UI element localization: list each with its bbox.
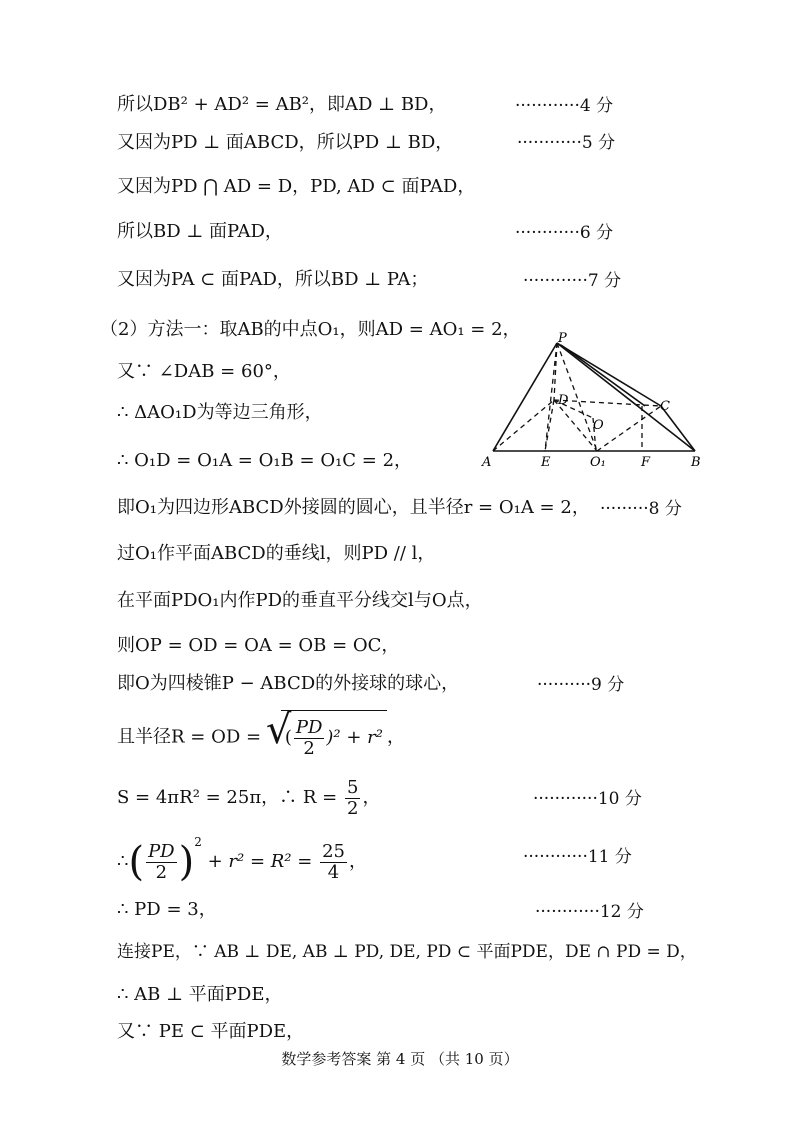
label-P: P — [558, 331, 567, 346]
label-D: D — [558, 393, 569, 408]
square-sup: 2 — [194, 835, 202, 849]
pd-over-2 — [294, 718, 325, 759]
score-9: ··········9 分 — [537, 675, 625, 695]
frac-num-5: 5 — [346, 776, 359, 798]
label-E: E — [541, 455, 551, 470]
frac-den: 2 — [303, 737, 315, 759]
eq-comma: ， — [348, 851, 367, 872]
line-21: 又∵ PE ⊂ 平面PDE， — [117, 1021, 305, 1042]
line-6: （2）方法一：取AB的中点O₁，则AD = AO₁ = 2， — [100, 319, 521, 340]
sqrt-expression — [281, 710, 387, 765]
five-halves — [345, 778, 360, 819]
score-8: ·········8 分 — [600, 499, 682, 519]
label-A: A — [482, 455, 492, 470]
line-5: 又因为PA ⊂ 面PAD，所以BD ⊥ PA； — [117, 269, 429, 290]
score-12: ············12 分 — [535, 902, 644, 922]
line-13: 则OP = OD = OA = OB = OC， — [117, 635, 400, 656]
frac-den-4: 4 — [327, 861, 340, 883]
score-6: ············6 分 — [515, 223, 614, 243]
score-11: ············11 分 — [523, 847, 632, 867]
line-7: 又∵ ∠DAB = 60°， — [117, 361, 291, 382]
radius-comma: ， — [386, 726, 405, 748]
radius-prefix: 且半径R = OD = — [117, 726, 262, 748]
area-comma: ， — [362, 787, 381, 808]
frac-num: PD — [295, 716, 323, 738]
therefore-sign: ∴ — [117, 851, 129, 872]
frac-den-2: 2 — [346, 797, 359, 819]
line-19: 连接PE，∵ AB ⊥ DE, AB ⊥ PD, DE, PD ⊂ 平面PDE，DE ∩ PD = D， — [117, 942, 697, 962]
line-11: 过O₁作平面ABCD的垂线l，则PD // l， — [117, 543, 436, 564]
line-1: 所以DB² + AD² = AB²，即AD ⊥ BD， — [117, 94, 447, 115]
line-8: ∴ ΔAO₁D为等边三角形， — [117, 402, 323, 423]
line-14: 即O为四棱锥P − ABCD的外接球的球心， — [117, 673, 460, 694]
page-footer: 数学参考答案 第 4 页 （共 10 页） — [281, 1050, 519, 1068]
pyramid-figure — [475, 330, 715, 475]
line-17: ∴( $\frac{PD}{2}$ )$^2$ + r² = R² = $\frac{25}{4}$ ， — [117, 835, 367, 885]
twenty-five-fourths — [320, 842, 347, 883]
label-B: B — [691, 455, 701, 470]
line-3: 又因为PD ⋂ AD = D，PD, AD ⊂ 面PAD， — [117, 176, 476, 197]
label-C: C — [660, 399, 670, 414]
line-18: ∴ PD = 3， — [117, 899, 217, 920]
line-9: ∴ O₁D = O₁A = O₁B = O₁C = 2， — [117, 450, 413, 471]
sq-tail: )² + r² — [326, 727, 383, 748]
frac-num-pd: PD — [148, 840, 175, 862]
frac-den-two: 2 — [155, 861, 168, 883]
line-10: 即O₁为四边形ABCD外接圆的圆心，且半径r = O₁A = 2， — [117, 497, 590, 518]
area-prefix: S = 4πR² = 25π，∴ R = — [117, 787, 338, 808]
score-10: ············10 分 — [533, 789, 642, 809]
score-5: ············5 分 — [517, 133, 616, 153]
score-4: ············4 分 — [515, 96, 614, 116]
score-7: ············7 分 — [523, 271, 622, 291]
line-15 — [117, 710, 405, 765]
sum-text: + r² = R² = — [207, 851, 313, 872]
line-4: 所以BD ⊥ 面PAD， — [117, 221, 283, 242]
sq-open: ( — [284, 727, 292, 748]
line-20: ∴ AB ⊥ 平面PDE， — [117, 984, 283, 1005]
pd-half — [146, 842, 177, 883]
label-O1: O₁ — [590, 455, 606, 470]
label-O: O — [593, 418, 604, 433]
label-F: F — [641, 455, 651, 470]
line-2: 又因为PD ⊥ 面ABCD，所以PD ⊥ BD， — [117, 132, 454, 153]
line-16 — [117, 774, 380, 822]
line-12: 在平面PDO₁内作PD的垂直平分线交l与O点， — [117, 590, 483, 611]
frac-num-25: 25 — [322, 840, 345, 862]
